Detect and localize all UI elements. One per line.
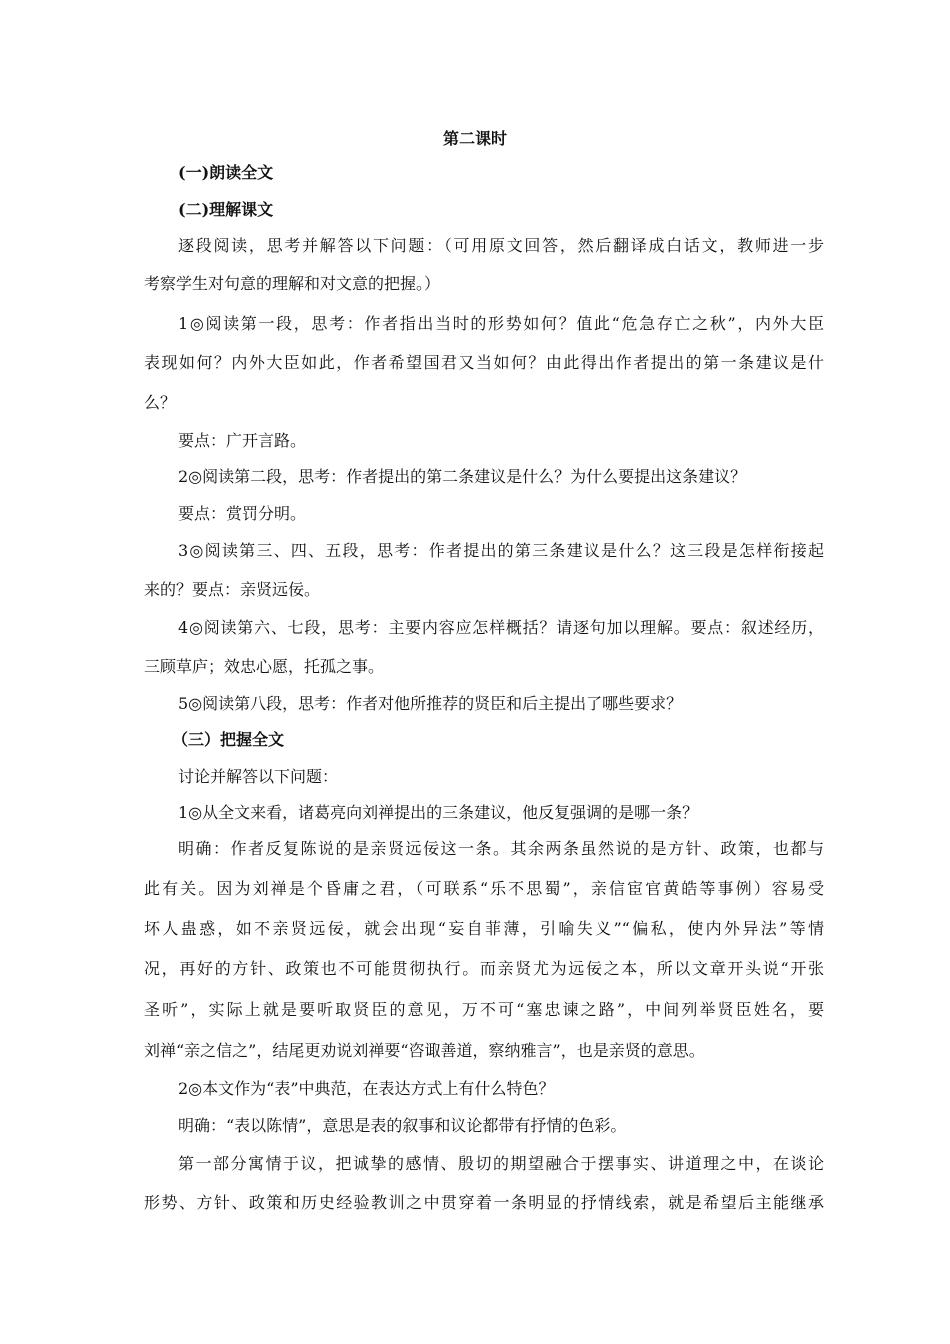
question-line: 4◎阅读第六、七段，思考：主要内容应怎样概括？请逐句加以理解。要点：叙述经历， xyxy=(178,618,824,637)
question-line: 1◎从全文来看，诸葛亮向刘禅提出的三条建议，他反复强调的是哪一条？ xyxy=(178,803,699,822)
answer-line: 刘禅“亲之信之”，结尾更劝说刘禅要“咨诹善道，察纳雅言”，也是亲贤的意思。 xyxy=(144,1041,705,1060)
question-line: 来的？要点：亲贤远佞。 xyxy=(144,580,321,599)
question-line: 三顾草庐；效忠心愿，托孤之事。 xyxy=(144,657,385,676)
answer-line: 明确：作者反复陈说的是亲贤远佞这一条。其余两条虽然说的是方针、政策，也都与 xyxy=(178,839,824,858)
answer-line: 况，再好的方针、政策也不可能贯彻执行。而亲贤尤为远佞之本，所以文章开头说“开张 xyxy=(144,959,824,978)
answer-line: 坏人蛊惑，如不亲贤远佞，就会出现“妄自菲薄，引喻失义”“偏私，使内外异法”等情 xyxy=(144,919,824,938)
key-point: 要点：广开言路。 xyxy=(178,431,307,450)
question-line: 3◎阅读第三、四、五段，思考：作者提出的第三条建议是什么？这三段是怎样衔接起 xyxy=(178,541,824,560)
question-line: 么？ xyxy=(144,393,177,412)
answer-line: 圣听”，实际上就是要听取贤臣的意见，万不可“塞忠谏之路”，中间列举贤臣姓名，要 xyxy=(144,1000,824,1019)
answer-line: 此有关。因为刘禅是个昏庸之君，（可联系“乐不思蜀”，亲信宦官黄皓等事例）容易受 xyxy=(144,879,824,898)
paragraph-line: 逐段阅读，思考并解答以下问题：（可用原文回答，然后翻译成白话文，教师进一步 xyxy=(178,236,824,255)
question-line: 5◎阅读第八段，思考：作者对他所推荐的贤臣和后主提出了哪些要求？ xyxy=(178,694,683,713)
answer-line: 明确：“表以陈情”，意思是表的叙事和议论都带有抒情的色彩。 xyxy=(178,1116,627,1135)
paragraph-line: 讨论并解答以下问题： xyxy=(178,767,339,786)
key-point: 要点：赏罚分明。 xyxy=(178,504,307,523)
question-line: 1◎阅读第一段，思考：作者指出当时的形势如何？值此“危急存亡之秋”，内外大臣 xyxy=(178,314,824,333)
paragraph-line: 第一部分寓情于议，把诚挚的感情、殷切的期望融合于摆事实、讲道理之中，在谈论 xyxy=(178,1154,824,1173)
question-line: 表现如何？内外大臣如此，作者希望国君又当如何？由此得出作者提出的第一条建议是什 xyxy=(144,353,824,372)
section-heading-read: (一)朗读全文 xyxy=(178,163,274,182)
page-title: 第二课时 xyxy=(442,129,507,148)
section-heading-understand: (二)理解课文 xyxy=(178,200,274,219)
paragraph-line: 形势、方针、政策和历史经验教训之中贯穿着一条明显的抒情线索，就是希望后主能继承 xyxy=(144,1193,824,1212)
section-heading-grasp: （三）把握全文 xyxy=(172,730,285,749)
question-line: 2◎阅读第二段，思考：作者提出的第二条建议是什么？为什么要提出这条建议？ xyxy=(178,467,747,486)
paragraph-line: 考察学生对句意的理解和对文意的把握。） xyxy=(144,274,441,293)
question-line: 2◎本文作为“表”中典范，在表达方式上有什么特色？ xyxy=(178,1079,555,1098)
